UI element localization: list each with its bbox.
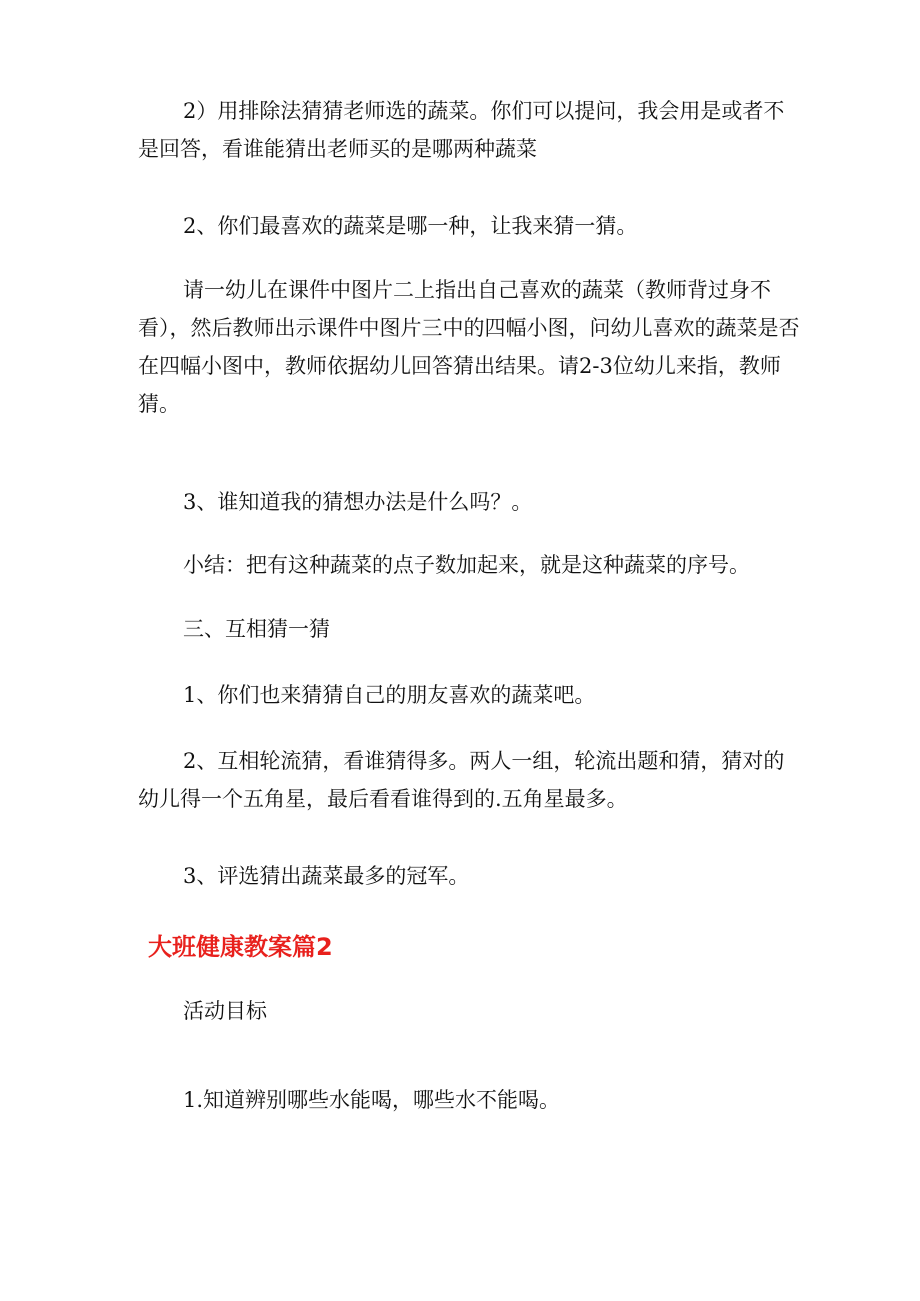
section-heading: 大班健康教案篇2 xyxy=(148,933,333,961)
paragraph-guess-question: 3、谁知道我的猜想办法是什么吗？。 xyxy=(183,490,533,514)
paragraph-select-champion: 3、评选猜出蔬菜最多的冠军。 xyxy=(183,864,470,888)
paragraph-courseware-instructions: 请一幼儿在课件中图片二上指出自己喜欢的蔬菜（教师背过身不看），然后教师出示课件中图片三中的四幅小图，问幼儿喜欢的蔬菜是否在四幅小图中，教师依据幼儿回答猜出结果。请2-3位幼儿来指，教师猜。 xyxy=(138,278,800,416)
section-title-mutual-guess: 三、互相猜一猜 xyxy=(183,617,330,641)
paragraph-take-turns: 2、互相轮流猜，看谁猜得多。两人一组，轮流出题和猜，猜对的幼儿得一个五角星，最后看看谁得到的.五角星最多。 xyxy=(138,749,785,811)
paragraph-favorite-vegetable: 2、你们最喜欢的蔬菜是哪一种，让我来猜一猜。 xyxy=(183,214,638,238)
paragraph-summary: 小结：把有这种蔬菜的点子数加起来，就是这种蔬菜的序号。 xyxy=(183,553,750,577)
activity-goals-label: 活动目标 xyxy=(183,999,267,1023)
goal-item-1: 1.知道辨别哪些水能喝，哪些水不能喝。 xyxy=(183,1088,561,1112)
paragraph-guess-method: 2）用排除法猜猜老师选的蔬菜。你们可以提问，我会用是或者不是回答，看谁能猜出老师买的是哪两种蔬菜 xyxy=(138,99,785,161)
paragraph-guess-friends: 1、你们也来猜猜自己的朋友喜欢的蔬菜吧。 xyxy=(183,683,596,707)
